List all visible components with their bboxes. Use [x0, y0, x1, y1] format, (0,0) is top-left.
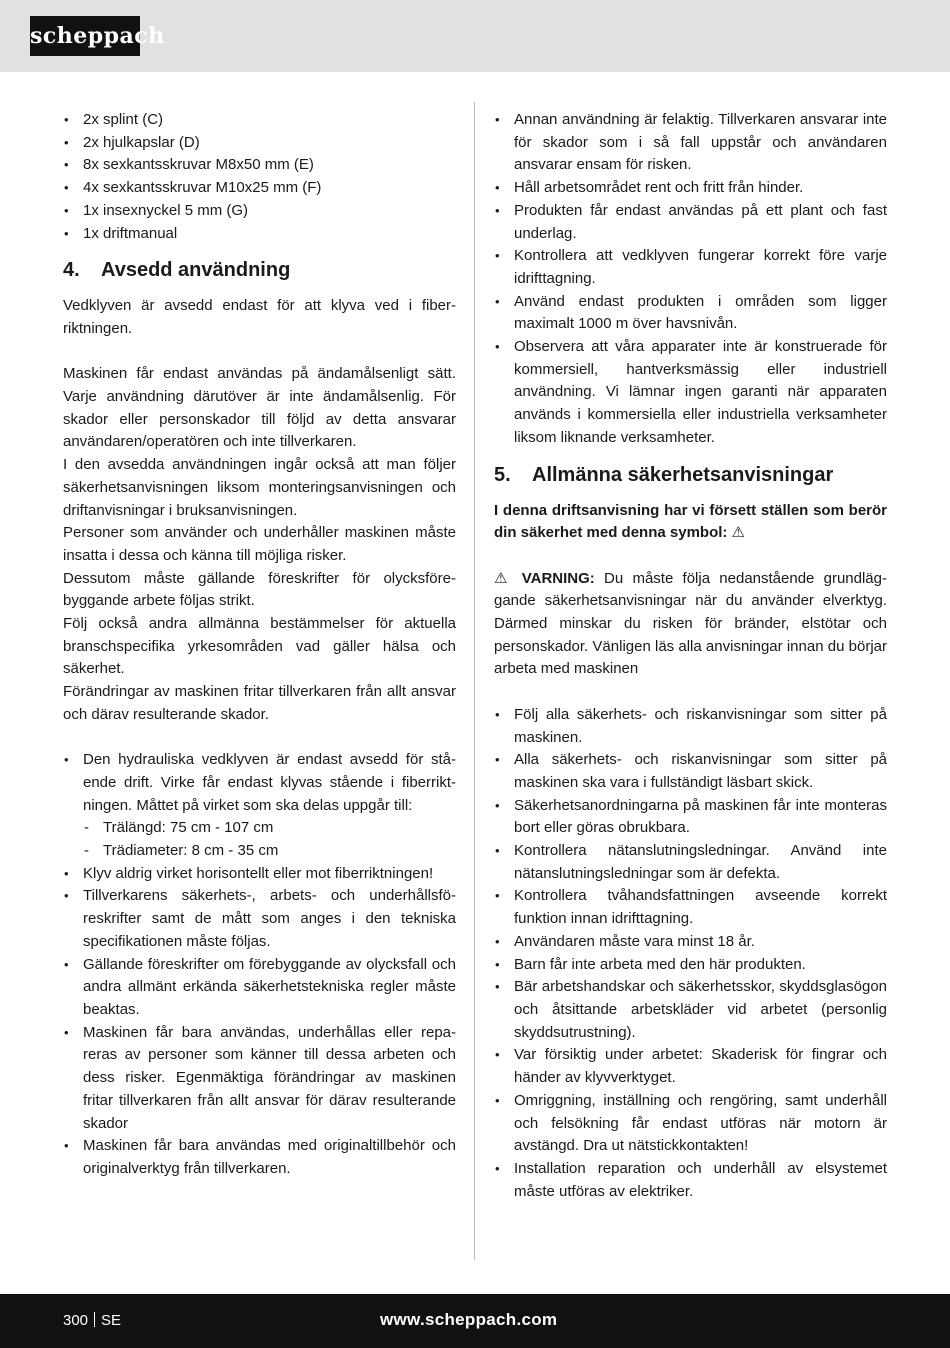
- list-item: • 4x sexkantsskruvar M10x25 mm (F): [63, 177, 456, 200]
- warning-paragraph: [494, 568, 887, 682]
- footer-bar: [0, 1294, 950, 1348]
- list-item: • Använd endast produkten i områden som ligger maximalt 1000 m över havsnivån.: [494, 291, 887, 336]
- section-title: Avsedd användning: [101, 259, 291, 282]
- column-divider: [474, 102, 475, 1260]
- website-url: www.scheppach.com: [380, 1310, 558, 1329]
- list-item: • Installation reparation och underhåll av elsystemet måste utföras av elektriker.: [494, 1158, 887, 1203]
- safety-intro: I denna driftsanvisning har vi försett ställen som berör din säkerhet med denna symbol: ⚠: [494, 501, 887, 542]
- list-item: • Alla säkerhets- och riskanvisningar som sitter på maskinen ska vara i fullständigt läsbart skick.: [494, 749, 887, 794]
- sub-list-item: - Trädiameter: 8 cm - 35 cm: [63, 840, 456, 863]
- header-bar: [0, 0, 950, 72]
- list-item: • Den hydrauliska vedklyven är endast avsedd för stående drift. Virke får endast klyvas stående i fiberriktningen. Måttet på virket som ska delas uppgår till:: [63, 749, 456, 817]
- section-heading-4: [63, 245, 456, 295]
- list-item: • 2x hjulkapslar (D): [63, 132, 456, 155]
- list-item: • 8x sexkantsskruvar M8x50 mm (E): [63, 154, 456, 177]
- list-item: • Produkten får endast användas på ett plant och fast underlag.: [494, 200, 887, 245]
- list-item: • Följ alla säkerhets- och riskanvisningar som sitter på maskinen.: [494, 704, 887, 749]
- list-item: • Bär arbetshandskar och säkerhetsskor, skyddsglasögon och åtsittande arbetskläder vid arbetet (personlig skyddsutrustning).: [494, 976, 887, 1044]
- page-number: 300: [63, 1312, 89, 1329]
- list-item: • Gällande föreskrifter om förebyggande av olycksfall och andra allmänt erkända säkerhetstekniska regler måste beaktas.: [63, 954, 456, 1022]
- warning-label: ⚠ VARNING:: [494, 569, 595, 587]
- section-heading-5: [494, 450, 887, 500]
- usage-rules-list: [63, 749, 456, 1180]
- page-indicator: [63, 1310, 121, 1332]
- right-column: [494, 109, 887, 1203]
- list-item: • Var försiktig under arbetet: Skaderisk för fingrar och händer av klyvverktyget.: [494, 1044, 887, 1089]
- list-item: • Barn får inte arbeta med den här produkten.: [494, 954, 887, 977]
- list-item: • Kontrollera nätanslutningsledningar. Använd inte nätanslutningsledningar som är defekta.: [494, 840, 887, 885]
- list-item: • 1x driftmanual: [63, 223, 456, 246]
- left-column: [63, 109, 456, 1181]
- paragraph: I den avsedda användningen ingår också att man följer säkerhetsanvisningen liksom monteringsanvisningen och driftanvisningar i bruksanvisningen.: [63, 456, 456, 519]
- list-item: • Maskinen får bara användas, underhållas eller repareras av personer som känner till dessa arbeten och dess risker. Egenmäktiga förändringar av maskinen fritar tillverkaren från allt ansvar för därav resulterande skador: [63, 1022, 456, 1136]
- paragraph: Förändringar av maskinen fritar tillverkaren från allt ansvar och därav resulterande skador.: [63, 683, 456, 723]
- list-item: • Observera att våra apparater inte är konstruerade för kommersiell, hantverksmässig eller industriell användning. Vi lämnar ingen garanti när apparaten används i kommersiella eller industriella verksamheter liksom liknande verksamheter.: [494, 336, 887, 450]
- paragraph: Vedklyven är avsedd endast för att klyva ved i fiberriktningen.: [63, 297, 456, 337]
- list-item: • Maskinen får bara användas med originaltillbehör och originalverktyg från tillverkaren.: [63, 1135, 456, 1180]
- section-number: 4.: [63, 259, 80, 282]
- language-code: SE: [101, 1312, 122, 1329]
- paragraph: Följ också andra allmänna bestämmelser för aktuella branschspecifika yrkesområden vad gäller hälsa och säkerhet.: [63, 615, 456, 678]
- list-item: • Säkerhetsanordningarna på maskinen får inte monteras bort eller göras obrukbara.: [494, 795, 887, 840]
- scope-of-delivery-list: [63, 109, 456, 245]
- warning-text: Du måste följa nedanstående grundläggande säkerhetsanvisningar när du använder elverktyg. Därmed minskar du risken för bränder, elstötar och personskador. Vänligen läs alla anvisningar innan du börjar arbeta med maskinen: [494, 569, 887, 678]
- list-item: • Kontrollera tvåhandsfattningen avseende korrekt funktion innan idrifttagning.: [494, 885, 887, 930]
- list-item: • 2x splint (C): [63, 109, 456, 132]
- brand-logo: scheppach: [30, 16, 140, 56]
- section-number: 5.: [494, 463, 511, 486]
- paragraph: Personer som använder och underhåller maskinen måste insatta i dessa och känna till möjliga risker.: [63, 524, 456, 564]
- list-item: • Tillverkarens säkerhets-, arbets- och underhållsföreskrifter samt de mått som anges i den tekniska specifikationen måste följas.: [63, 885, 456, 953]
- safety-list: [494, 704, 887, 1203]
- list-item: • Håll arbetsområdet rent och fritt från hinder.: [494, 177, 887, 200]
- list-item: • Kontrollera att vedklyven fungerar korrekt före varje idrifttagning.: [494, 245, 887, 290]
- usage-list-continued: [494, 109, 887, 450]
- section-title: Allmänna säkerhetsanvisningar: [532, 463, 834, 486]
- list-item: • Annan användning är felaktig. Tillverkaren ansvarar inte för skador som i så fall uppstår och användaren ansvarar ensam för risken.: [494, 109, 887, 177]
- list-item: • Omriggning, inställning och rengöring, samt underhåll och felsökning får endast utföras när motorn är avstängd. Dra ut nätstickkontakten!: [494, 1090, 887, 1158]
- separator: [94, 1312, 95, 1327]
- sub-list-item: - Trälängd: 75 cm - 107 cm: [63, 817, 456, 840]
- list-item: • Användaren måste vara minst 18 år.: [494, 931, 887, 954]
- list-item: • 1x insexnyckel 5 mm (G): [63, 200, 456, 223]
- paragraph: Maskinen får endast användas på ändamålsenligt sätt. Varje användning därutöver är inte ändamålsenlig. För skador eller personskador till följd av detta ansvarar användaren/operatören och inte tillverkaren.: [63, 365, 456, 451]
- paragraph: Dessutom måste gällande föreskrifter för olycksförebyggande arbete följas strikt.: [63, 569, 456, 610]
- list-item: • Klyv aldrig virket horisontellt eller mot fiberriktningen!: [63, 863, 456, 886]
